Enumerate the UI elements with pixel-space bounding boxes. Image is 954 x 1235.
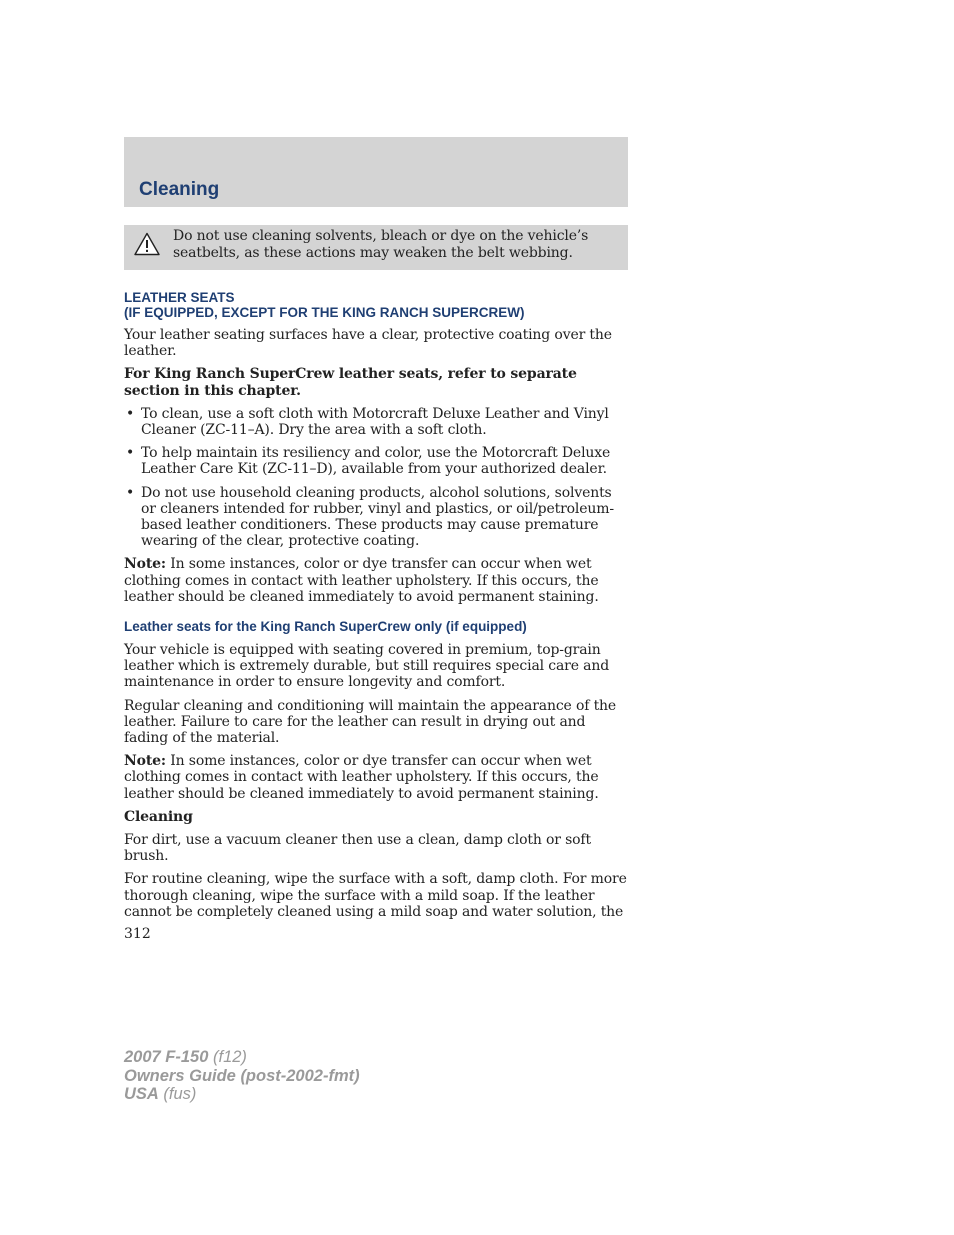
note-text: In some instances, color or dye transfer can occur when wet clothing comes in contact with leather upholstery. If this occurs, the leather should be cleaned immediately to avoid permanent staining. xyxy=(124,556,599,605)
routine-cleaning-paragraph: For routine cleaning, wipe the surface with a soft, damp cloth. For more thorough cleaning, wipe the surface with a mild soap. If the leather cannot be completely cleaned using a mild soap and water solution, the xyxy=(124,871,627,920)
list-item xyxy=(124,485,630,550)
intro-paragraph: Your leather seating surfaces have a clear, protective coating over the leather. xyxy=(124,327,612,360)
dirt-paragraph: For dirt, use a vacuum cleaner then use a clean, damp cloth or soft brush. xyxy=(124,832,591,865)
footer-line-model: 2007 F-150 (f12) xyxy=(124,1048,247,1066)
page-number: 312 xyxy=(124,926,151,942)
heading-line-1: LEATHER SEATS xyxy=(124,290,235,305)
section-heading-leather-seats xyxy=(124,290,630,320)
note-paragraph xyxy=(124,556,630,605)
conditioning-paragraph: Regular cleaning and conditioning will maintain the appearance of the leather. Failure to care for the leather can result in drying out and fading of the material. xyxy=(124,697,617,747)
warning-box xyxy=(124,225,628,270)
cleaning-bullet-list xyxy=(124,406,630,550)
list-item xyxy=(124,406,630,438)
section-heading-king-ranch: Leather seats for the King Ranch SuperCrew only (if equipped) xyxy=(124,619,527,635)
heading-line-2: (IF EQUIPPED, EXCEPT FOR THE KING RANCH SUPERCREW) xyxy=(124,305,525,320)
list-item xyxy=(124,445,630,477)
list-item-text: To help maintain its resiliency and color, use the Motorcraft Deluxe Leather Care Kit (ZC-11–D), available from your authorized dealer. xyxy=(141,445,611,478)
bullet-icon: • xyxy=(126,484,135,501)
chapter-header-band xyxy=(124,137,628,207)
warning-text: Do not use cleaning solvents, bleach or dye on the vehicle’s seatbelts, as these actions may weaken the belt webbing. xyxy=(173,228,589,261)
bullet-icon: • xyxy=(126,405,135,422)
list-item-text: To clean, use a soft cloth with Motorcraft Deluxe Leather and Vinyl Cleaner (ZC-11–A). Dry the area with a soft cloth. xyxy=(141,405,609,439)
note-paragraph xyxy=(124,753,630,802)
note-label: Note: xyxy=(124,753,166,770)
footer-line-guide: Owners Guide (post-2002-fmt) xyxy=(124,1066,360,1085)
bullet-icon: • xyxy=(126,445,135,462)
note-text: In some instances, color or dye transfer can occur when wet clothing comes in contact with leather upholstery. If this occurs, the leather should be cleaned immediately to avoid permanent staining. xyxy=(124,753,599,802)
list-item-text: Do not use household cleaning products, alcohol solutions, solvents or cleaners intended for rubber, vinyl and plastics, or oil/petroleum-based leather conditioners. These products may cause premature wearing of the clear, protective coating. xyxy=(141,484,614,550)
page-content xyxy=(124,290,630,927)
chapter-title: Cleaning xyxy=(139,179,220,200)
note-label: Note: xyxy=(124,556,166,573)
warning-triangle-icon xyxy=(134,232,160,256)
document-footer xyxy=(124,1048,360,1104)
premium-leather-paragraph: Your vehicle is equipped with seating covered in premium, top-grain leather which is extremely durable, but still requires special care and maintenance in order to ensure longevity and comfort. xyxy=(124,642,610,691)
king-ranch-reference-note: For King Ranch SuperCrew leather seats, refer to separate section in this chapter. xyxy=(124,366,577,399)
footer-line-market: USA (fus) xyxy=(124,1085,197,1103)
cleaning-subheading: Cleaning xyxy=(124,808,193,825)
